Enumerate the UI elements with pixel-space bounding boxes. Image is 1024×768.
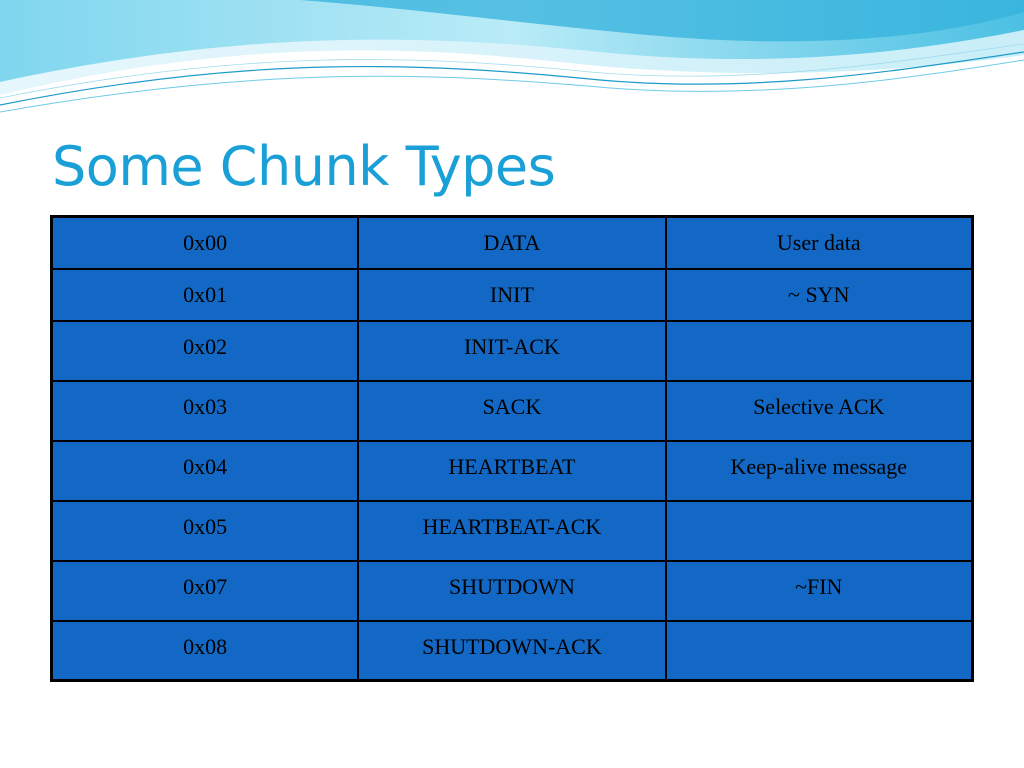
table-row xyxy=(52,621,973,681)
chunk-name-cell: DATA xyxy=(358,217,665,269)
chunk-name-cell: INIT xyxy=(358,269,665,321)
table-row xyxy=(52,269,973,321)
chunk-description-cell xyxy=(666,321,973,381)
table-row xyxy=(52,441,973,501)
chunk-code-cell: 0x04 xyxy=(52,441,359,501)
chunk-description-cell xyxy=(666,501,973,561)
chunk-code-cell: 0x01 xyxy=(52,269,359,321)
chunk-code-cell: 0x03 xyxy=(52,381,359,441)
chunk-description-cell: Keep-alive message xyxy=(666,441,973,501)
header-wave-decoration xyxy=(0,0,1024,120)
chunk-name-cell: SACK xyxy=(358,381,665,441)
table-row xyxy=(52,217,973,269)
chunk-name-cell: HEARTBEAT xyxy=(358,441,665,501)
chunk-name-cell: HEARTBEAT-ACK xyxy=(358,501,665,561)
chunk-description-cell: User data xyxy=(666,217,973,269)
table-row xyxy=(52,381,973,441)
chunk-code-cell: 0x07 xyxy=(52,561,359,621)
chunk-description-cell xyxy=(666,621,973,681)
chunk-name-cell: INIT-ACK xyxy=(358,321,665,381)
chunk-code-cell: 0x00 xyxy=(52,217,359,269)
chunk-code-cell: 0x02 xyxy=(52,321,359,381)
chunk-description-cell: ~ SYN xyxy=(666,269,973,321)
chunk-code-cell: 0x05 xyxy=(52,501,359,561)
chunk-types-table xyxy=(50,215,974,682)
chunk-name-cell: SHUTDOWN-ACK xyxy=(358,621,665,681)
table-row xyxy=(52,561,973,621)
chunk-description-cell: Selective ACK xyxy=(666,381,973,441)
chunk-code-cell: 0x08 xyxy=(52,621,359,681)
chunk-name-cell: SHUTDOWN xyxy=(358,561,665,621)
slide-title: Some Chunk Types xyxy=(52,135,556,198)
chunk-description-cell: ~FIN xyxy=(666,561,973,621)
table-row xyxy=(52,501,973,561)
table-row xyxy=(52,321,973,381)
